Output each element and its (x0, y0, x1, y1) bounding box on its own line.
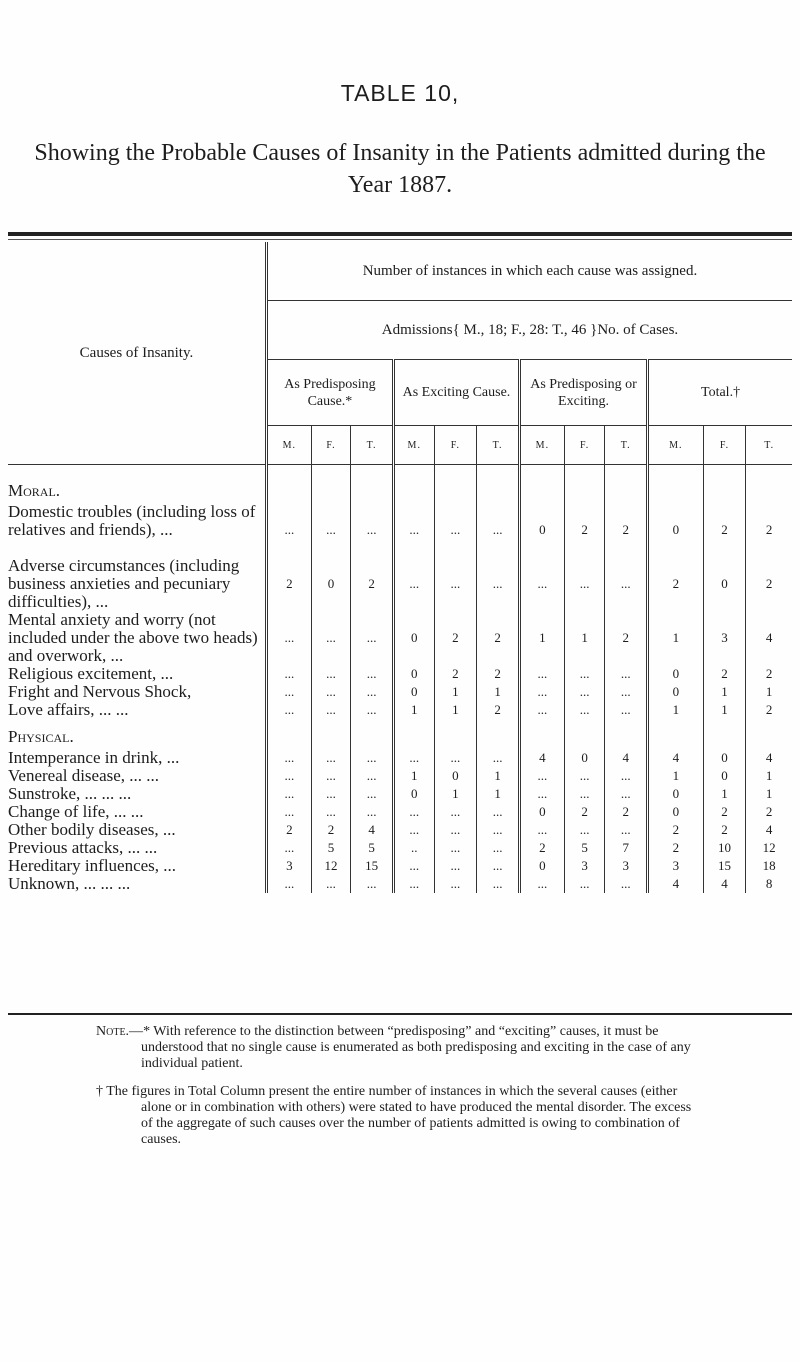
value-cell: 0 (648, 665, 704, 683)
top-rule (8, 232, 792, 236)
value-cell: 0 (703, 767, 746, 785)
value-cell: ... (284, 840, 295, 855)
value-cell: ... (284, 786, 295, 801)
value-cell: 2 (648, 557, 704, 611)
empty-cell (648, 465, 704, 504)
empty-cell (564, 719, 605, 749)
empty-cell (266, 465, 311, 504)
value-cell: 8 (746, 875, 792, 893)
value-cell: 2 (434, 611, 477, 665)
value-cell: ... (434, 821, 477, 839)
value-cell: 4 (746, 821, 792, 839)
table-row (8, 767, 792, 785)
value-cell: ... (519, 557, 564, 611)
value-cell: ... (605, 821, 648, 839)
value-cell: 3 (564, 857, 605, 875)
value-cell: ... (284, 684, 295, 699)
value-cell: 4 (746, 749, 792, 767)
value-cell: ... (477, 839, 520, 857)
empty-cell (564, 465, 605, 504)
value-cell: 1 (746, 683, 792, 701)
note-text: * With reference to the distinction between “predisposing” and “exciting” causes, it must be understood that no single cause is enumerated as both predisposing and exciting in the case of any individual patient. (141, 1024, 691, 1071)
value-cell: 12 (311, 857, 351, 875)
value-cell: 2 (746, 701, 792, 719)
note-total (96, 1084, 704, 1148)
value-cell: ... (519, 683, 564, 701)
value-cell: 0 (393, 665, 434, 683)
value-cell: 3 (605, 857, 648, 875)
value-cell: ... (351, 767, 394, 785)
table-row (8, 665, 792, 683)
value-cell: ... (351, 749, 394, 767)
value-cell: ... (477, 749, 520, 767)
value-cell: ... (351, 785, 394, 803)
value-cell: ... (351, 665, 394, 683)
table-row (8, 557, 792, 611)
value-cell: ... (351, 701, 394, 719)
value-cell: 4 (648, 749, 704, 767)
notes (96, 1024, 704, 1160)
value-cell: ... (351, 503, 394, 557)
value-cell: 1 (564, 611, 605, 665)
value-cell: ... (393, 857, 434, 875)
value-cell: ... (311, 785, 351, 803)
value-cell: 2 (648, 839, 704, 857)
value-cell: 15 (703, 857, 746, 875)
value-cell: ... (564, 767, 605, 785)
value-cell: ... (564, 785, 605, 803)
value-cell: 4 (746, 611, 792, 665)
value-cell: ... (519, 665, 564, 683)
empty-cell (477, 719, 520, 749)
page-title: TABLE 10, (340, 80, 460, 106)
causes-table (8, 242, 792, 893)
subcol-m: M. (519, 426, 564, 465)
value-cell: ... (477, 875, 520, 893)
cause-label: Domestic troubles (including loss of relatives and friends), ... (8, 503, 266, 557)
value-cell: 5 (311, 839, 351, 857)
cause-label: Intemperance in drink, ... (8, 749, 266, 767)
value-cell: 1 (434, 683, 477, 701)
value-cell: ... (284, 630, 295, 645)
value-cell: 1 (519, 611, 564, 665)
value-cell: ... (519, 785, 564, 803)
value-cell: 1 (393, 767, 434, 785)
value-cell: ... (311, 803, 351, 821)
value-cell: ... (284, 702, 295, 717)
cause-label: Venereal disease, ... ... (8, 767, 266, 785)
group-exciting: As Exciting Cause. (393, 360, 519, 426)
subcol-t: T. (477, 426, 520, 465)
empty-cell (311, 719, 351, 749)
value-cell: ... (434, 557, 477, 611)
value-cell: 4 (351, 821, 394, 839)
subcol-m: M. (266, 426, 311, 465)
cause-label: Mental anxiety and worry (not included under the above two heads) and overwork, ... (8, 611, 266, 665)
empty-cell (703, 465, 746, 504)
value-cell: ... (434, 857, 477, 875)
value-cell: 2 (703, 503, 746, 557)
empty-cell (434, 465, 477, 504)
value-cell: 2 (477, 665, 520, 683)
empty-cell (703, 719, 746, 749)
value-cell: ... (434, 839, 477, 857)
value-cell: 0 (393, 611, 434, 665)
section-heading: Physical. (8, 719, 266, 749)
value-cell: ... (564, 665, 605, 683)
value-cell: 1 (703, 701, 746, 719)
value-cell: 0 (564, 749, 605, 767)
cause-label: Previous attacks, ... ... (8, 839, 266, 857)
subcol-f: F. (311, 426, 351, 465)
subcol-m: M. (393, 426, 434, 465)
value-cell: ... (477, 821, 520, 839)
value-cell: 10 (703, 839, 746, 857)
table-row (8, 875, 792, 893)
value-cell: ... (605, 683, 648, 701)
empty-cell (266, 719, 311, 749)
value-cell: 1 (477, 785, 520, 803)
table-body (8, 465, 792, 894)
empty-cell (351, 465, 394, 504)
value-cell: 0 (648, 683, 704, 701)
subcol-t: T. (351, 426, 394, 465)
value-cell: ... (434, 803, 477, 821)
page-subtitle: Showing the Probable Causes of Insanity in the Patients admitted during the Year 1887. (34, 140, 766, 198)
value-cell: ... (605, 701, 648, 719)
cause-label: Other bodily diseases, ... (8, 821, 266, 839)
cause-label: Unknown, ... ... ... (8, 875, 266, 893)
value-cell: 18 (746, 857, 792, 875)
value-cell: 0 (519, 857, 564, 875)
value-cell: 1 (703, 785, 746, 803)
value-cell: 2 (564, 503, 605, 557)
value-cell: 1 (648, 701, 704, 719)
value-cell: 1 (746, 767, 792, 785)
value-cell: 2 (605, 611, 648, 665)
value-cell: ... (477, 557, 520, 611)
cause-label: Love affairs, ... ... (8, 701, 266, 719)
value-cell: ... (564, 875, 605, 893)
value-cell: 2 (703, 665, 746, 683)
value-cell: 2 (351, 557, 394, 611)
value-cell: 2 (286, 576, 293, 591)
value-cell: ... (351, 803, 394, 821)
cause-label: Sunstroke, ... ... ... (8, 785, 266, 803)
value-cell: ... (477, 503, 520, 557)
section-heading: Moral. (8, 465, 266, 504)
table-row (8, 749, 792, 767)
empty-cell (351, 719, 394, 749)
subcol-t: T. (605, 426, 648, 465)
value-cell: ... (311, 749, 351, 767)
subcol-f: F. (703, 426, 746, 465)
group-pred-or-exc: As Predisposing or Exciting. (519, 360, 647, 426)
value-cell: ... (605, 875, 648, 893)
bottom-rule (8, 1013, 792, 1015)
value-cell: 2 (605, 803, 648, 821)
subcol-t: T. (746, 426, 792, 465)
value-cell: 0 (703, 749, 746, 767)
value-cell: ... (351, 875, 394, 893)
value-cell: 2 (477, 611, 520, 665)
empty-cell (477, 465, 520, 504)
table-row (8, 785, 792, 803)
value-cell: ... (519, 875, 564, 893)
value-cell: ... (519, 821, 564, 839)
value-cell: 1 (648, 611, 704, 665)
value-cell: .. (393, 839, 434, 857)
value-cell: ... (284, 768, 295, 783)
value-cell: ... (311, 611, 351, 665)
note-text: † The figures in Total Column present the entire number of instances in which the several causes (either alone or in combination with others) were stated to have produced the mental disorder. The excess of the aggregate of such causes over the number of patients admitted is owing to combination of causes. (96, 1084, 692, 1147)
value-cell: ... (564, 683, 605, 701)
value-cell: ... (393, 503, 434, 557)
value-cell: ... (284, 750, 295, 765)
value-cell: ... (311, 665, 351, 683)
value-cell: ... (477, 857, 520, 875)
value-cell: ... (605, 767, 648, 785)
table-row (8, 701, 792, 719)
value-cell: ... (564, 821, 605, 839)
causes-header: Causes of Insanity. (8, 242, 266, 465)
value-cell: 0 (703, 557, 746, 611)
value-cell: 0 (648, 803, 704, 821)
top-rule-thin (8, 239, 792, 240)
value-cell: ... (284, 666, 295, 681)
value-cell: 1 (648, 767, 704, 785)
empty-cell (746, 719, 792, 749)
value-cell: 2 (286, 822, 293, 837)
cause-label: Adverse circumstances (including business anxieties and pecuniary difficulties), ... (8, 557, 266, 611)
value-cell: 0 (393, 785, 434, 803)
value-cell: 12 (746, 839, 792, 857)
value-cell: ... (519, 767, 564, 785)
value-cell: 2 (311, 821, 351, 839)
value-cell: ... (284, 804, 295, 819)
value-cell: 1 (434, 701, 477, 719)
instances-header: Number of instances in which each cause was assigned. (266, 242, 792, 301)
value-cell: 2 (746, 665, 792, 683)
value-cell: 3 (648, 857, 704, 875)
value-cell: 15 (351, 857, 394, 875)
value-cell: ... (605, 785, 648, 803)
table-row (8, 803, 792, 821)
value-cell: ... (351, 683, 394, 701)
value-cell: 0 (311, 557, 351, 611)
value-cell: ... (605, 665, 648, 683)
value-cell: 4 (605, 749, 648, 767)
value-cell: 3 (286, 858, 293, 873)
value-cell: 2 (477, 701, 520, 719)
value-cell: ... (434, 875, 477, 893)
value-cell: 7 (605, 839, 648, 857)
table-row (8, 683, 792, 701)
empty-cell (434, 719, 477, 749)
value-cell: 3 (703, 611, 746, 665)
cause-label: Hereditary influences, ... (8, 857, 266, 875)
value-cell: 5 (564, 839, 605, 857)
value-cell: ... (434, 749, 477, 767)
value-cell: 2 (605, 503, 648, 557)
subcol-f: F. (564, 426, 605, 465)
value-cell: 1 (434, 785, 477, 803)
table-row (8, 611, 792, 665)
value-cell: ... (284, 876, 295, 891)
value-cell: 0 (393, 683, 434, 701)
empty-cell (311, 465, 351, 504)
empty-cell (746, 465, 792, 504)
value-cell: 0 (519, 503, 564, 557)
empty-cell (605, 465, 648, 504)
value-cell: 2 (746, 557, 792, 611)
value-cell: 4 (519, 749, 564, 767)
cause-label: Change of life, ... ... (8, 803, 266, 821)
note-predisposing (96, 1024, 704, 1072)
value-cell: 2 (519, 839, 564, 857)
empty-cell (648, 719, 704, 749)
empty-cell (393, 465, 434, 504)
value-cell: ... (564, 557, 605, 611)
value-cell: ... (311, 767, 351, 785)
value-cell: ... (351, 611, 394, 665)
value-cell: ... (393, 821, 434, 839)
value-cell: ... (393, 803, 434, 821)
empty-cell (519, 465, 564, 504)
table-row (8, 503, 792, 557)
value-cell: ... (311, 503, 351, 557)
admissions-header: Admissions{ M., 18; F., 28: T., 46 }No. of Cases. (266, 301, 792, 360)
empty-cell (519, 719, 564, 749)
value-cell: 2 (746, 503, 792, 557)
note-lead: Note.— (96, 1024, 144, 1039)
value-cell: ... (605, 557, 648, 611)
table-row (8, 857, 792, 875)
value-cell: ... (311, 701, 351, 719)
value-cell: 0 (648, 503, 704, 557)
value-cell: ... (393, 749, 434, 767)
value-cell: ... (311, 683, 351, 701)
value-cell: 2 (564, 803, 605, 821)
value-cell: 2 (703, 821, 746, 839)
value-cell: 2 (434, 665, 477, 683)
value-cell: ... (519, 701, 564, 719)
value-cell: 1 (703, 683, 746, 701)
value-cell: 2 (648, 821, 704, 839)
table-row (8, 821, 792, 839)
value-cell: 4 (648, 875, 704, 893)
value-cell: 1 (477, 683, 520, 701)
group-predisposing: As Predisposing Cause.* (266, 360, 393, 426)
cause-label: Religious excitement, ... (8, 665, 266, 683)
value-cell: ... (311, 875, 351, 893)
value-cell: ... (393, 557, 434, 611)
value-cell: 1 (393, 701, 434, 719)
value-cell: 0 (434, 767, 477, 785)
value-cell: 2 (703, 803, 746, 821)
subcol-f: F. (434, 426, 477, 465)
empty-cell (605, 719, 648, 749)
value-cell: ... (564, 701, 605, 719)
group-total: Total.† (648, 360, 792, 426)
value-cell: ... (284, 522, 295, 537)
table-row (8, 839, 792, 857)
value-cell: 2 (746, 803, 792, 821)
subcol-m: M. (648, 426, 704, 465)
value-cell: 0 (648, 785, 704, 803)
value-cell: ... (434, 503, 477, 557)
cause-label: Fright and Nervous Shock, (8, 683, 266, 701)
value-cell: 1 (746, 785, 792, 803)
value-cell: ... (477, 803, 520, 821)
value-cell: ... (393, 875, 434, 893)
value-cell: 5 (351, 839, 394, 857)
value-cell: 4 (703, 875, 746, 893)
empty-cell (393, 719, 434, 749)
value-cell: 0 (519, 803, 564, 821)
value-cell: 1 (477, 767, 520, 785)
